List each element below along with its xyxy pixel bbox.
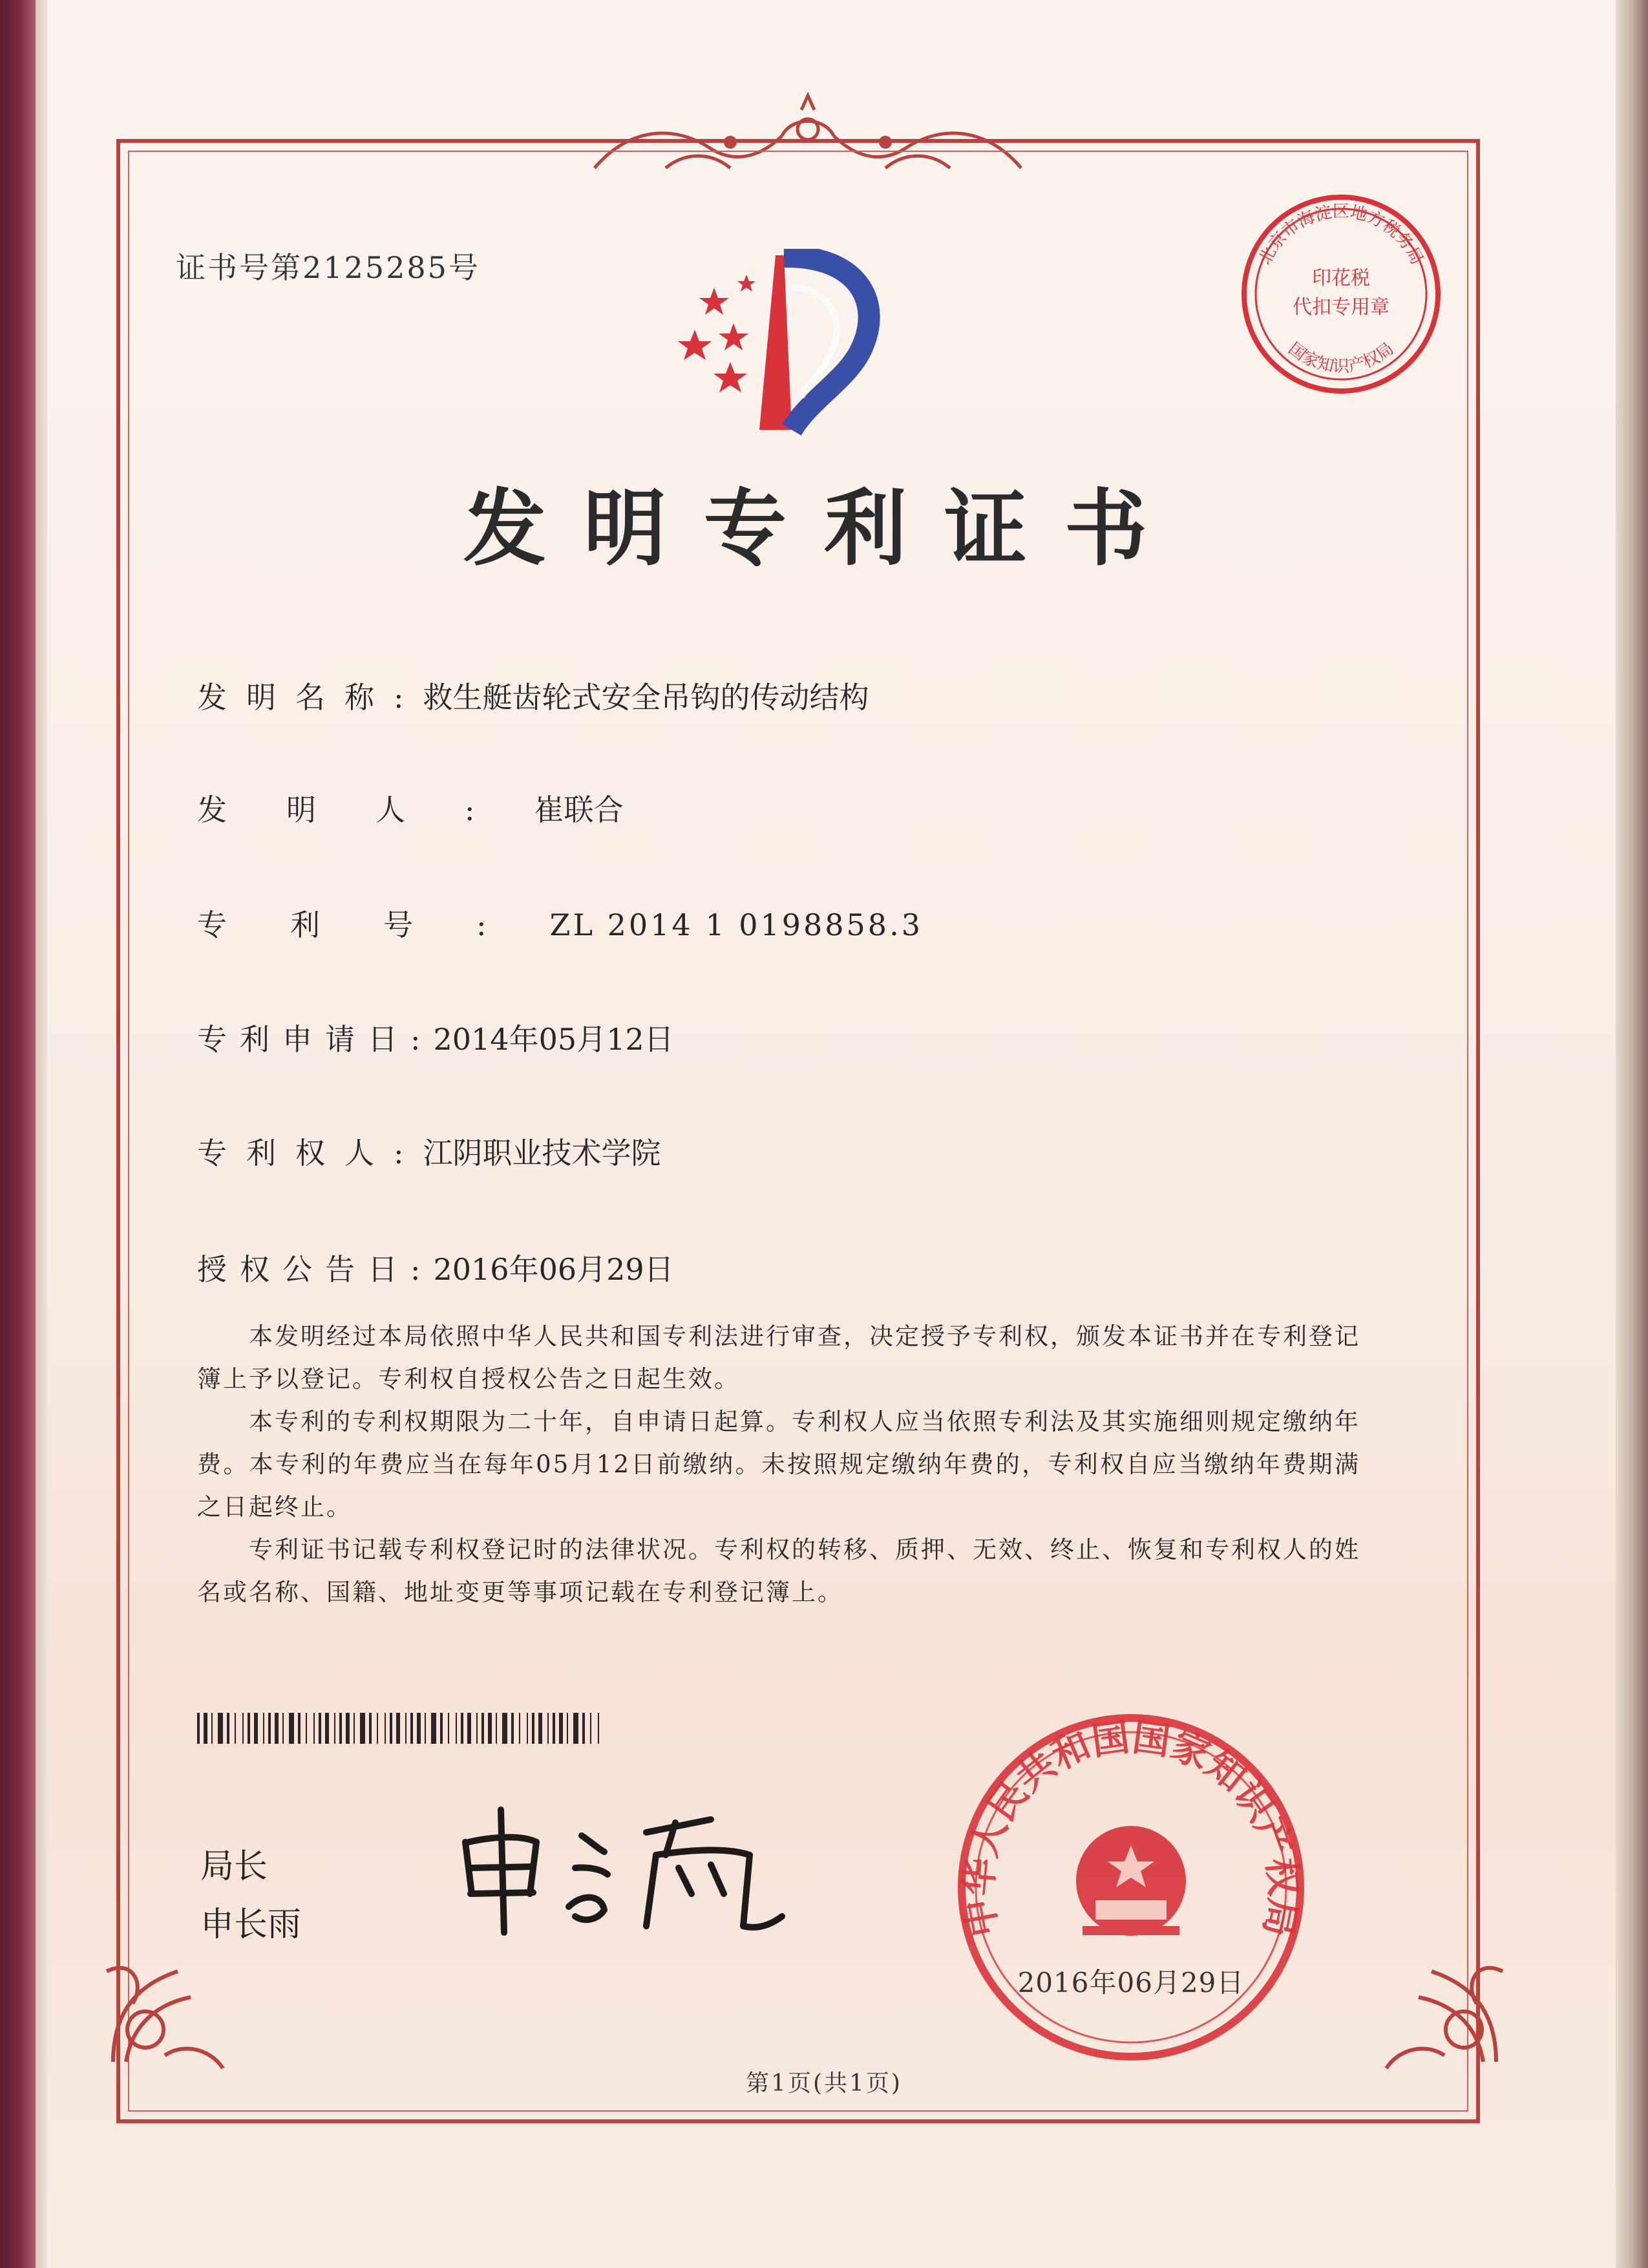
barcode-bar [440, 1713, 443, 1744]
field-value: 救生艇齿轮式安全吊钩的传动结构 [423, 680, 869, 715]
svg-text:代扣专用章: 代扣专用章 [1293, 296, 1389, 319]
field-label: 专利申请日: [197, 1022, 434, 1057]
body-paragraph: 本发明经过本局依照中华人民共和国专利法进行审查，决定授予专利权，颁发本证书并在专利登记簿上予以登记。专利权自授权公告之日起生效。 [197, 1322, 1360, 1393]
barcode-bar [559, 1713, 563, 1744]
barcode-bar [218, 1713, 223, 1744]
barcode-bar [519, 1713, 520, 1744]
barcode-bar [334, 1713, 335, 1744]
barcode-bar [425, 1713, 426, 1744]
certificate-title: 发明专利证书 [463, 480, 1185, 577]
barcode-icon [197, 1713, 604, 1744]
barcode-bar [481, 1713, 484, 1744]
barcode-bar [598, 1713, 599, 1744]
field-label: 发明人: [197, 792, 534, 827]
barcode-bar [488, 1713, 492, 1744]
body-paragraph: 专利证书记载专利权登记时的法律状况。专利权的转移、质押、无效、终止、恢复和专利权人的姓名或名称、国籍、地址变更等事项记载在专利登记簿上。 [197, 1536, 1360, 1606]
field-grant-date [197, 1246, 674, 1289]
barcode-bar [496, 1713, 497, 1744]
barcode-bar [248, 1713, 250, 1744]
barcode-bar [476, 1713, 478, 1744]
barcode-bar [360, 1713, 365, 1744]
binder-spine [0, 0, 36, 2268]
patent-office-logo-icon [669, 249, 927, 443]
svg-text:印花税: 印花税 [1312, 267, 1370, 290]
field-value: ZL 2014 1 0198858.3 [549, 907, 923, 942]
barcode-bar [289, 1713, 294, 1744]
svg-text:国家知识产权局: 国家知识产权局 [1284, 339, 1398, 377]
barcode-bar [396, 1713, 400, 1744]
barcode-bar [211, 1713, 213, 1744]
barcode-bar [567, 1713, 568, 1744]
barcode-bar [254, 1713, 258, 1744]
barcode-bar [306, 1713, 307, 1744]
barcode-bar [410, 1713, 413, 1744]
field-label: 授权公告日: [197, 1252, 434, 1287]
barcode-bar [263, 1713, 264, 1744]
barcode-bar [511, 1713, 514, 1744]
field-value: 崔联合 [534, 792, 624, 827]
field-patent-number [197, 902, 923, 944]
barcode-bar [242, 1713, 244, 1744]
director-name: 申长雨 [200, 1905, 302, 1944]
barcode-bar [227, 1713, 229, 1744]
barcode-bar [275, 1713, 279, 1744]
page-number: 第1页(共1页) [746, 2070, 902, 2097]
barcode-bar [298, 1713, 301, 1744]
field-value: 2014年05月12日 [433, 1022, 674, 1057]
office-seal-icon [950, 1706, 1312, 2068]
barcode-bar [369, 1713, 372, 1744]
barcode-bar [431, 1713, 436, 1744]
seal-date: 2016年06月29日 [1017, 1967, 1245, 1998]
barcode-bar [390, 1713, 392, 1744]
barcode-bar [448, 1713, 449, 1744]
barcode-bar [197, 1713, 200, 1744]
corner-ornament-icon [1373, 1933, 1516, 2075]
field-value: 2016年06月29日 [433, 1252, 674, 1287]
barcode-bar [204, 1713, 207, 1744]
tax-stamp-seal-icon [1234, 187, 1448, 401]
field-filing-date [197, 1016, 674, 1059]
barcode-bar [553, 1713, 555, 1744]
barcode-bar [339, 1713, 342, 1744]
barcode-bar [456, 1713, 457, 1744]
field-label: 发明名称: [197, 680, 423, 715]
barcode-bar [582, 1713, 585, 1744]
field-label: 专利号: [197, 907, 550, 942]
barcode-bar [590, 1713, 591, 1744]
barcode-bar [325, 1713, 329, 1744]
certificate-number: 证书号第2125285号 [176, 250, 480, 285]
barcode-bar [235, 1713, 236, 1744]
barcode-bar [319, 1713, 321, 1744]
field-label: 专利权人: [197, 1136, 423, 1171]
barcode-bar [313, 1713, 315, 1744]
director-signature [452, 1797, 801, 1939]
page-right-edge [1616, 0, 1648, 2268]
barcode-bar [547, 1713, 549, 1744]
field-value: 江阴职业技术学院 [423, 1136, 661, 1171]
barcode-bar [346, 1713, 350, 1744]
barcode-bar [467, 1713, 471, 1744]
barcode-bar [377, 1713, 378, 1744]
barcode-bar [282, 1713, 284, 1744]
field-patentee [197, 1130, 661, 1172]
barcode-bar [532, 1713, 534, 1744]
body-paragraph: 本专利的专利权期限为二十年，自申请日起算。专利权人应当依照专利法及其实施细则规定缴纳年费。本专利的年费应当在每年05月12日前缴纳。未按照规定缴纳年费的，专利权自应当缴纳年费期满之日起终止。 [197, 1408, 1360, 1521]
barcode-bar [461, 1713, 463, 1744]
barcode-bar [268, 1713, 271, 1744]
barcode-bar [527, 1713, 528, 1744]
binder-inner-edge [36, 0, 47, 2268]
barcode-bar [573, 1713, 578, 1744]
svg-text:北京市海淀区地方税务局: 北京市海淀区地方税务局 [1255, 202, 1427, 268]
svg-text:中华人民共和国国家知识产权局: 中华人民共和国国家知识产权局 [956, 1715, 1306, 1940]
barcode-bar [502, 1713, 507, 1744]
barcode-bar [405, 1713, 407, 1744]
director-title: 局长 [200, 1847, 268, 1886]
field-inventor [197, 787, 624, 829]
barcode-bar [538, 1713, 542, 1744]
certificate-body [197, 1315, 1360, 1614]
field-invention-name [197, 674, 869, 717]
barcode-bar [385, 1713, 386, 1744]
corner-ornament-icon [94, 1933, 236, 2075]
barcode-bar [417, 1713, 421, 1744]
barcode-bar [354, 1713, 355, 1744]
